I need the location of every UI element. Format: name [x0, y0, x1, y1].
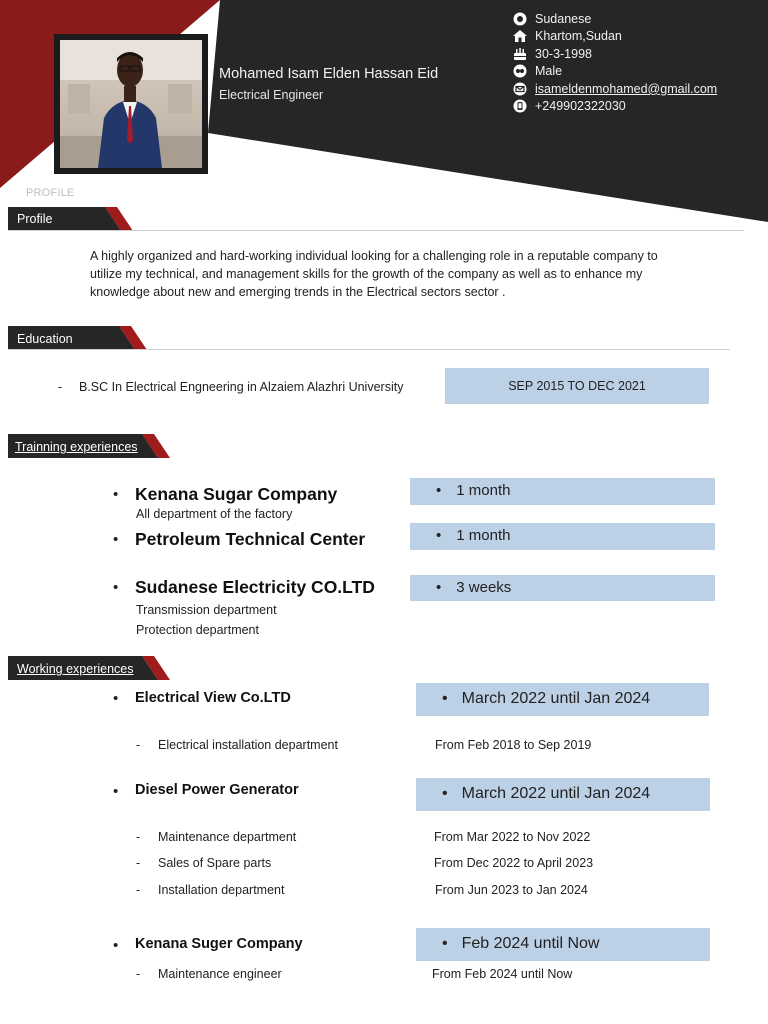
section-header-work	[8, 656, 178, 680]
training-company: Petroleum Technical Center	[135, 529, 366, 549]
contact-phone	[511, 98, 761, 116]
training-duration: 1 month	[456, 482, 511, 499]
bullet: •	[442, 690, 448, 707]
location-pin-icon	[511, 12, 529, 26]
work-role: Installation department	[158, 883, 285, 897]
bullet: •	[113, 937, 119, 954]
training-detail: Transmission department	[136, 603, 277, 617]
section-divider	[8, 230, 744, 231]
contact-address	[511, 28, 761, 46]
section-title-training: Trainning experiences	[8, 434, 143, 458]
section-header-training	[8, 434, 178, 458]
training-duration-box	[410, 575, 715, 601]
training-duration: 1 month	[456, 527, 511, 544]
section-divider	[8, 349, 730, 350]
dash: -	[136, 883, 141, 897]
work-role-dates: From Dec 2022 to April 2023	[434, 856, 594, 870]
training-company: Kenana Sugar Company	[135, 484, 338, 504]
bullet: •	[436, 527, 442, 544]
bullet: •	[442, 935, 448, 952]
home-icon	[511, 29, 529, 43]
bullet: •	[436, 579, 442, 596]
section-red-accent	[105, 207, 145, 231]
training-detail: All department of the factory	[136, 507, 293, 521]
training-duration-box	[410, 523, 715, 550]
gender-text: Male	[535, 64, 563, 79]
work-period-box	[416, 778, 710, 811]
address-text: Khartom,Sudan	[535, 29, 622, 44]
ghost-profile-label: PROFILE	[26, 187, 75, 199]
bullet: •	[113, 531, 119, 548]
training-duration-box	[410, 478, 715, 505]
bullet: •	[436, 482, 442, 499]
work-role: Maintenance department	[158, 830, 297, 844]
bullet: •	[113, 783, 119, 800]
gender-icon	[511, 64, 529, 78]
work-role-dates: From Feb 2024 until Now	[432, 967, 573, 981]
dash: -	[136, 967, 141, 981]
work-period-box	[416, 928, 710, 961]
section-red-accent	[119, 326, 159, 350]
bullet: •	[113, 579, 119, 596]
bullet: •	[442, 785, 448, 802]
section-title-work: Working experiences	[8, 656, 143, 680]
work-company: Kenana Suger Company	[135, 936, 303, 952]
work-role-dates: From Feb 2018 to Sep 2019	[435, 738, 592, 752]
profile-summary: A highly organized and hard-working individual looking for a challenging role in a reputable company to utilize my technical, and management skills for the growth of the company as well as to enhance my knowledge about new and emerging trends in the Electrical sectors sector .	[90, 249, 658, 299]
training-duration: 3 weeks	[456, 579, 512, 596]
contact-email[interactable]	[511, 80, 761, 98]
section-red-accent	[142, 434, 182, 458]
education-dash: -	[58, 380, 63, 394]
section-title-education: Education	[8, 326, 120, 350]
work-company: Electrical View Co.LTD	[135, 690, 291, 706]
candidate-job-title: Electrical Engineer	[219, 88, 324, 102]
work-period: March 2022 until Jan 2024	[461, 690, 651, 707]
training-company: Sudanese Electricity CO.LTD	[135, 577, 375, 597]
work-period: March 2022 until Jan 2024	[461, 785, 651, 802]
profile-photo	[60, 40, 202, 168]
birthday-cake-icon	[511, 47, 529, 61]
nationality-text: Sudanese	[535, 11, 592, 26]
contact-gender	[511, 63, 761, 81]
section-title-profile: Profile	[8, 207, 106, 231]
work-role: Electrical installation department	[158, 738, 338, 752]
work-period-box	[416, 683, 709, 716]
section-header-profile	[8, 207, 744, 231]
work-role-dates: From Jun 2023 to Jan 2024	[435, 883, 588, 897]
work-role-dates: From Mar 2022 to Nov 2022	[434, 830, 591, 844]
work-role: Maintenance engineer	[158, 967, 282, 981]
training-detail: Protection department	[136, 623, 259, 637]
email-link[interactable]: isameldenmohamed@gmail.com	[535, 81, 718, 96]
work-period: Feb 2024 until Now	[461, 935, 600, 952]
contact-list	[511, 10, 761, 115]
contact-birthdate	[511, 45, 761, 63]
contact-nationality	[511, 10, 761, 28]
phone-text: +249902322030	[535, 99, 626, 114]
dash: -	[136, 738, 141, 752]
bullet: •	[113, 486, 119, 503]
phone-icon	[511, 99, 529, 113]
candidate-name: Mohamed Isam Elden Hassan Eid	[219, 66, 439, 82]
work-company: Diesel Power Generator	[135, 782, 299, 798]
bullet: •	[113, 690, 119, 707]
education-degree: B.SC In Electrical Engneering in Alzaiem Alazhri University	[79, 380, 404, 394]
profile-photo-frame	[54, 34, 208, 174]
dash: -	[136, 830, 141, 844]
education-dates-box: SEP 2015 TO DEC 2021	[445, 368, 709, 404]
birthdate-text: 30-3-1998	[535, 46, 592, 61]
dash: -	[136, 856, 141, 870]
work-role: Sales of Spare parts	[158, 856, 272, 870]
section-header-education	[8, 326, 730, 350]
section-red-accent	[142, 656, 182, 680]
email-icon	[511, 82, 529, 96]
